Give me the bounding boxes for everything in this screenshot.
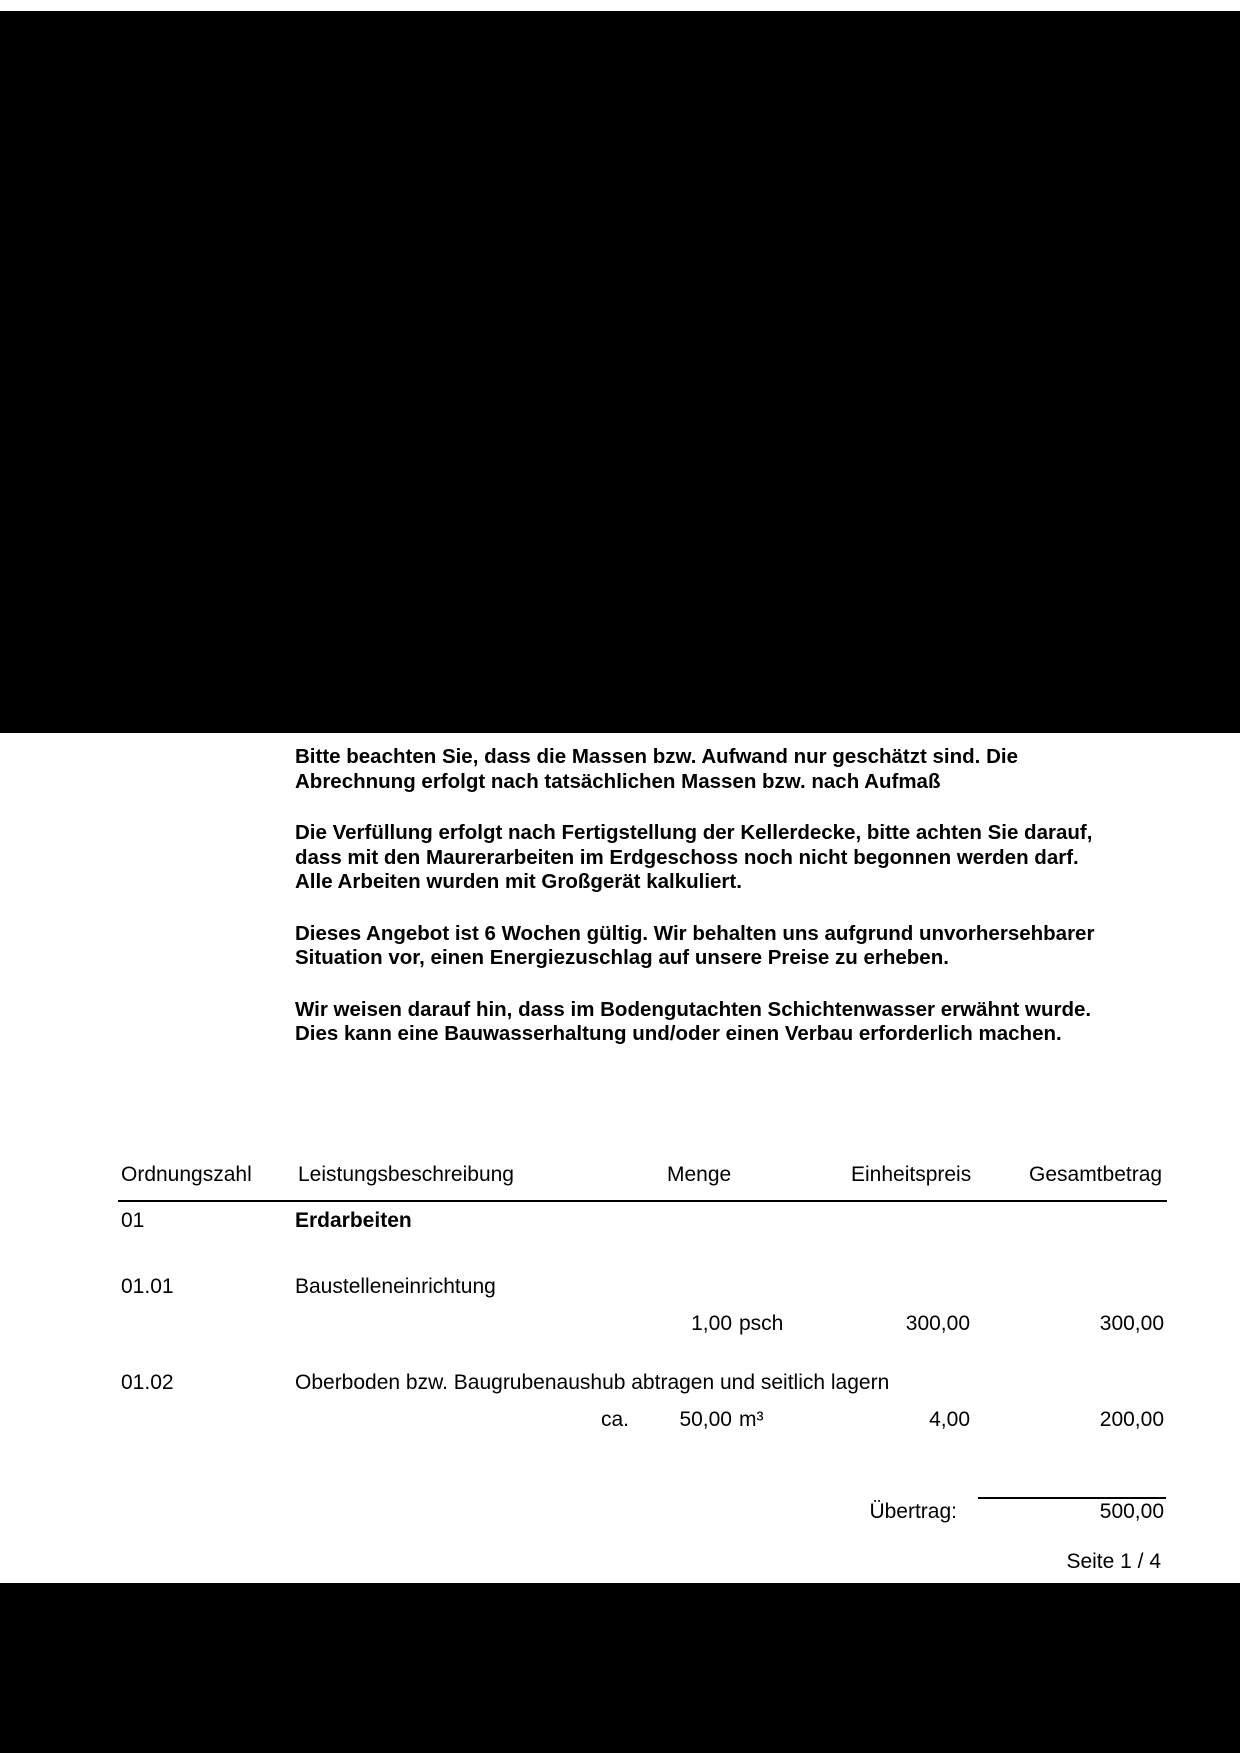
item-description: Baustelleneinrichtung <box>295 1275 496 1298</box>
note-backfill: Die Verfüllung erfolgt nach Fertigstellung der Kellerdecke, bitte achten Sie darauf, dass mit den Maurerarbeiten im Erdgeschoss noch nicht begonnen werden darf. Alle Arbeiten wurden mit Großgerät kalkuliert. <box>295 821 1093 893</box>
item-oz: 01.02 <box>121 1371 174 1394</box>
redacted-block-bottom <box>0 1583 1240 1753</box>
carryover-value: 500,00 <box>1099 1500 1164 1523</box>
header-ordnungszahl: Ordnungszahl <box>121 1163 252 1186</box>
item-description: Oberboden bzw. Baugrubenaushub abtragen und seitlich lagern <box>295 1371 890 1394</box>
header-divider <box>118 1200 1167 1202</box>
page-number: Seite 1 / 4 <box>1066 1550 1161 1573</box>
item-quantity: 1,00 <box>691 1312 732 1335</box>
header-gesamtbetrag: Gesamtbetrag <box>1029 1163 1163 1186</box>
item-oz: 01.01 <box>121 1275 174 1298</box>
note-groundwater: Wir weisen darauf hin, dass im Bodengutachten Schichtenwasser erwähnt wurde. Dies kann eine Bauwasserhaltung und/oder einen Verbau erforderlich machen. <box>295 997 1092 1045</box>
redacted-block-top <box>0 11 1240 733</box>
item-total: 200,00 <box>1099 1408 1164 1431</box>
group-title: Erdarbeiten <box>295 1209 412 1232</box>
carryover-label: Übertrag: <box>869 1500 957 1523</box>
group-oz: 01 <box>121 1209 145 1232</box>
note-validity: Dieses Angebot ist 6 Wochen gültig. Wir behalten uns aufgrund unvorhersehbarer Situation vor, einen Energiezuschlag auf unsere Preise zu erheben. <box>295 921 1095 969</box>
item-quantity-prefix: ca. <box>601 1408 630 1431</box>
header-menge: Menge <box>667 1163 732 1186</box>
item-unit: psch <box>739 1312 784 1335</box>
item-total: 300,00 <box>1099 1312 1164 1335</box>
notes-section <box>295 745 1095 1074</box>
header-leistungsbeschreibung: Leistungsbeschreibung <box>298 1163 514 1186</box>
item-unit: m³ <box>739 1408 764 1431</box>
item-unit-price: 300,00 <box>905 1312 970 1335</box>
note-estimate: Bitte beachten Sie, dass die Massen bzw. Aufwand nur geschätzt sind. Die Abrechnung erfolgt nach tatsächlichen Massen bzw. nach Aufmaß <box>295 745 1018 793</box>
item-unit-price: 4,00 <box>929 1408 970 1431</box>
header-einheitspreis: Einheitspreis <box>851 1163 972 1186</box>
item-quantity: 50,00 <box>679 1408 732 1431</box>
